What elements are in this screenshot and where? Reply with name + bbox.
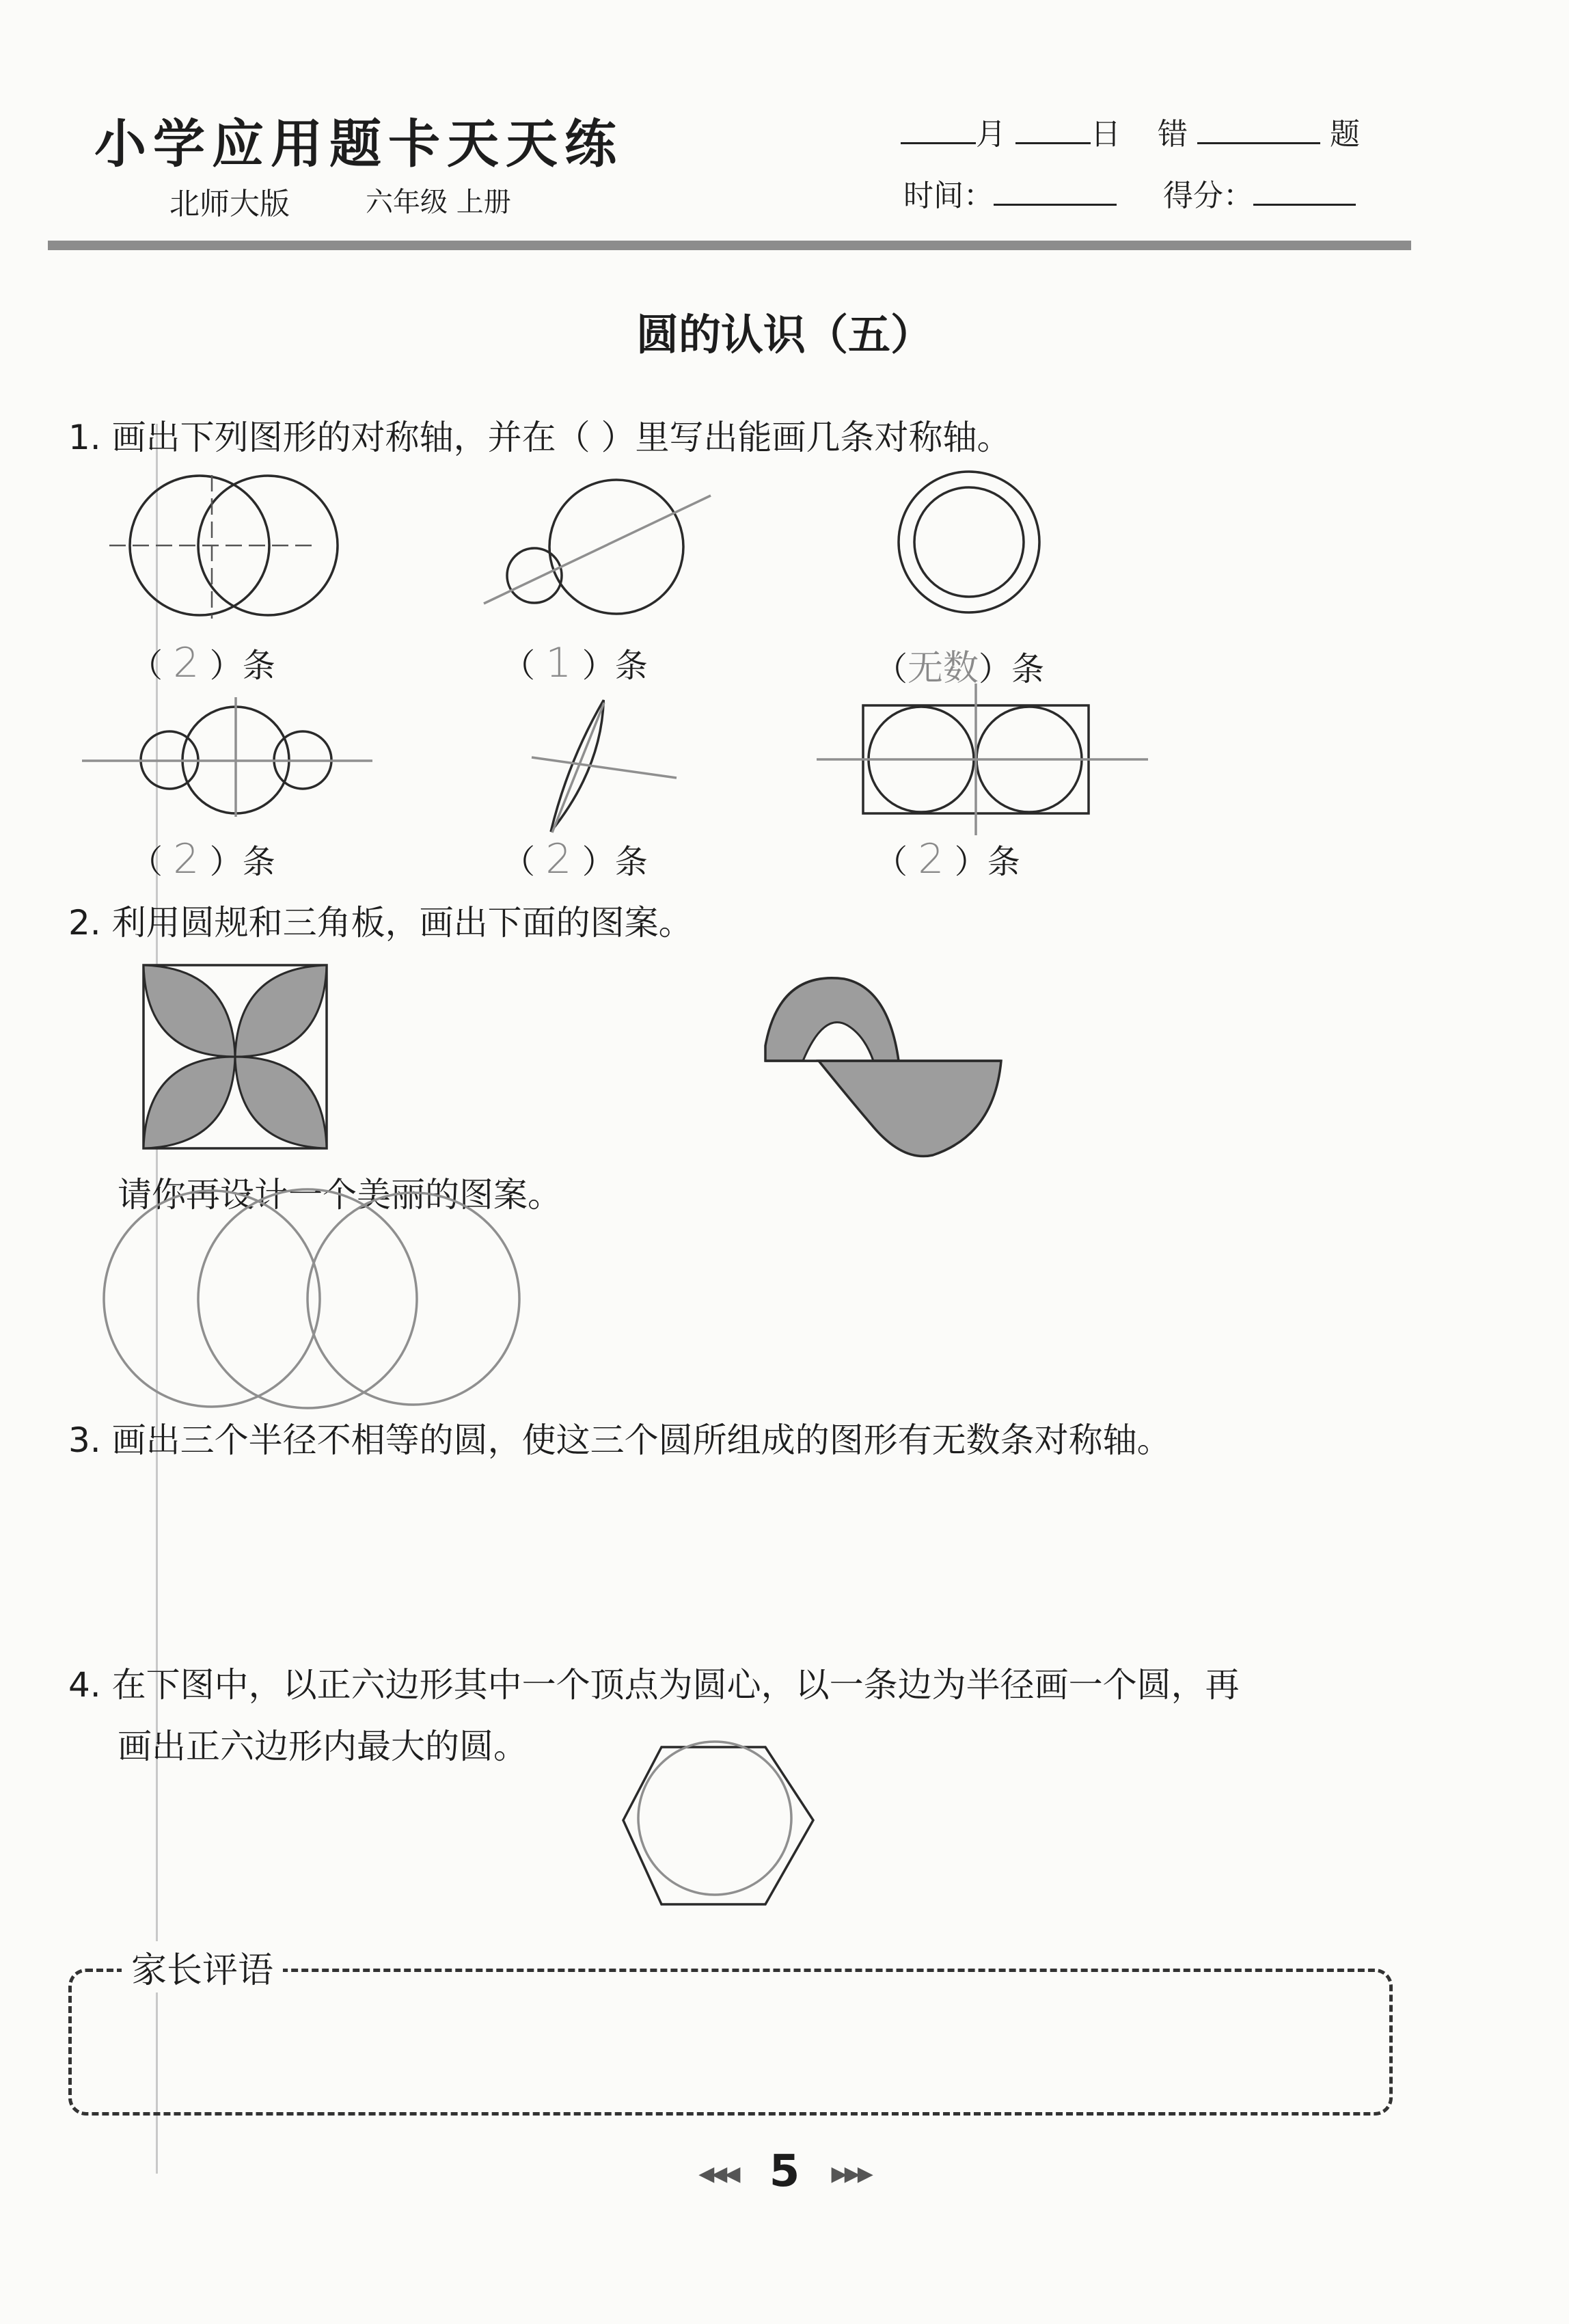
q1-answer-5: （ 2 ）条 — [502, 835, 648, 883]
q1-unit-1: 条 — [242, 647, 275, 685]
lesson-title: 圆的认识（五） — [636, 310, 933, 360]
q1-answer-4-value[interactable]: 2 — [173, 835, 200, 883]
series-title: 小学应用题卡天天练 — [94, 113, 623, 174]
q1-answer-3-value[interactable]: 无数 — [908, 648, 979, 689]
page-number: 5 — [769, 2146, 800, 2197]
parent-comment-label: 家长评语 — [122, 1941, 283, 1992]
q1-answer-2: （ 1 ）条 — [502, 639, 648, 687]
edition-label: 北师大版 — [169, 187, 290, 221]
day-label: 日 — [1091, 117, 1121, 152]
prev-arrows-icon: ◀◀◀ — [698, 2161, 738, 2186]
q1-prompt: 1. 画出下列图形的对称轴，并在（ ）里写出能画几条对称轴。 — [68, 418, 1011, 457]
q1-answer-1-value[interactable]: 2 — [173, 639, 200, 687]
questions-label: 题 — [1330, 117, 1360, 152]
score-label: 得分： — [1163, 178, 1253, 213]
q1-answer-3: （无数）条 — [875, 648, 1045, 689]
errors-label: 错 — [1158, 117, 1188, 152]
q1-answer-1: （ 2 ）条 — [130, 639, 275, 687]
q1-answer-6: （ 2 ）条 — [875, 835, 1020, 883]
q1-answer-4: （ 2 ）条 — [130, 835, 275, 883]
q1-answer-6-value[interactable]: 2 — [918, 835, 944, 883]
next-arrows-icon: ▶▶▶ — [831, 2161, 871, 2186]
q1-unit-6: 条 — [987, 843, 1020, 881]
q1-unit-5: 条 — [614, 843, 648, 881]
q2-design-prompt: 请你再设计一个美丽的图案。 — [118, 1175, 562, 1215]
q1-unit-4: 条 — [242, 843, 275, 881]
q1-unit-2: 条 — [614, 647, 648, 685]
q1-unit-3: 条 — [1011, 650, 1045, 688]
time-label: 时间： — [903, 178, 994, 213]
grade-label: 六年级 上册 — [366, 187, 511, 218]
page-number-footer — [0, 2146, 1569, 2197]
q4-prompt-line2: 画出正六边形内最大的圆。 — [118, 1727, 528, 1766]
q1-answer-2-value[interactable]: 1 — [545, 639, 572, 687]
q1-answer-5-value[interactable]: 2 — [545, 835, 572, 883]
q4-prompt-line1: 4. 在下图中，以正六边形其中一个顶点为圆心，以一条边为半径画一个圆，再 — [68, 1665, 1240, 1705]
month-label: 月 — [976, 117, 1006, 152]
q3-prompt: 3. 画出三个半径不相等的圆，使这三个圆所组成的图形有无数条对称轴。 — [68, 1420, 1171, 1460]
q2-prompt: 2. 利用圆规和三角板，画出下面的图案。 — [68, 903, 693, 943]
